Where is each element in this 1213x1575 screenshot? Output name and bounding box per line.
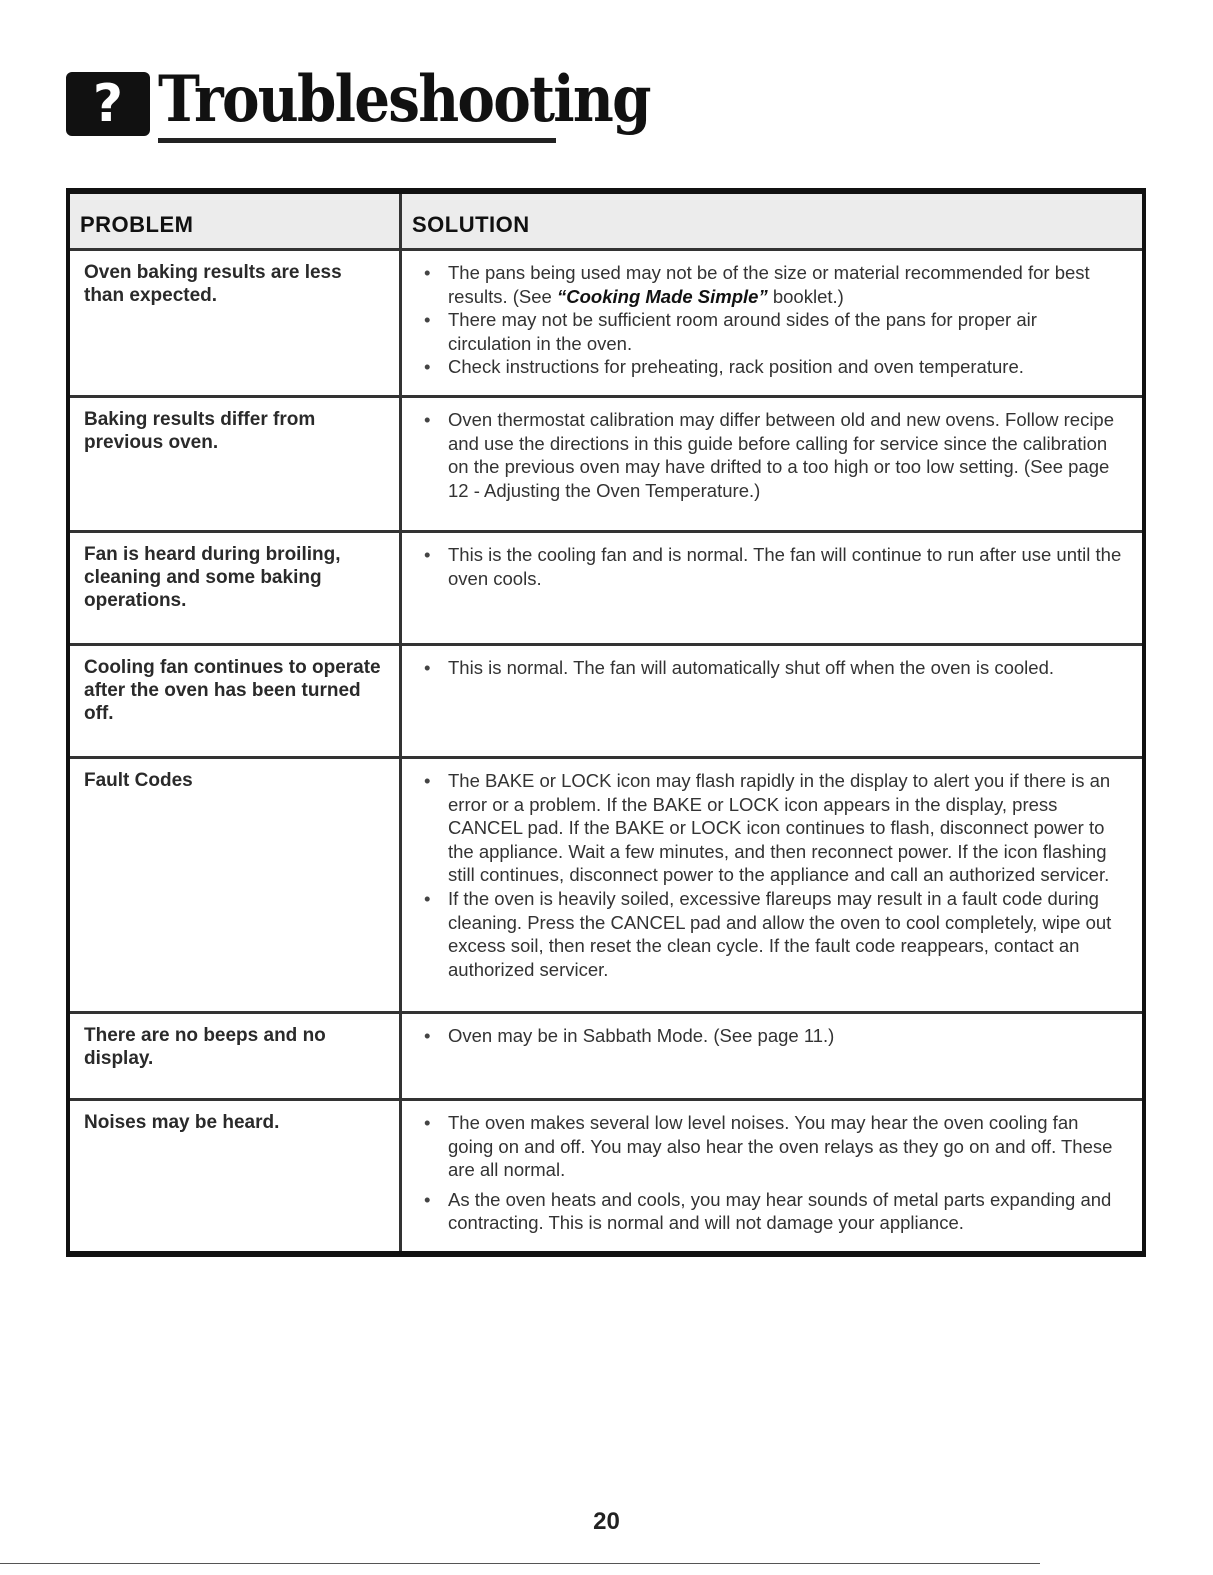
- table-header-row: [70, 194, 1142, 251]
- solution-cell: [402, 759, 1142, 1011]
- solution-item: • The pans being used may not be of the size or material recommended for best results. (See “Cooking Made Simple” booklet.): [424, 262, 1090, 307]
- booklet-title: “Cooking Made Simple”: [557, 285, 768, 307]
- question-mark-icon: [66, 72, 150, 136]
- table-row: [70, 251, 1142, 398]
- solution-cell: [402, 1014, 1142, 1098]
- bullet-icon: •: [424, 657, 431, 678]
- solution-cell: [402, 398, 1142, 530]
- problem-cell: There are no beeps and no display.: [70, 1014, 402, 1098]
- troubleshooting-table: [66, 188, 1146, 1257]
- bullet-icon: •: [424, 1112, 431, 1133]
- solution-column-header: SOLUTION: [412, 212, 530, 237]
- problem-column-header: PROBLEM: [70, 194, 402, 248]
- solution-item: • Oven may be in Sabbath Mode. (See page 11.): [424, 1025, 835, 1046]
- table-row: [70, 533, 1142, 646]
- solution-item: • This is normal. The fan will automatically shut off when the oven is cooled.: [424, 657, 1055, 678]
- table-row: [70, 398, 1142, 533]
- table-row: [70, 646, 1142, 759]
- solution-cell: [402, 1101, 1142, 1251]
- bullet-icon: •: [424, 887, 431, 909]
- problem-cell: Fault Codes: [70, 759, 402, 1011]
- problem-cell: Cooling fan continues to operate after the oven has been turned off.: [70, 646, 402, 756]
- page-number: 20: [593, 1508, 620, 1535]
- solution-cell: [402, 646, 1142, 756]
- problem-cell: Fan is heard during broiling, cleaning and some baking operations.: [70, 533, 402, 643]
- bottom-rule: [0, 1563, 1040, 1564]
- question-mark-glyph: ?: [92, 74, 124, 134]
- bullet-icon: •: [424, 1025, 431, 1046]
- solution-item: • The BAKE or LOCK icon may flash rapidly in the display to alert you if there is an error or a problem. If the BAKE or LOCK icon appears in the display, press CANCEL pad. If the BAKE or LOCK icon continues to flash, disconnect power to the appliance. Wait a few minutes, and then reconnect power. If the icon flashing still continues, disconnect power to the appliance and call an authorized servicer.: [424, 770, 1111, 886]
- solution-item: • There may not be sufficient room around sides of the pans for proper air circulation in the oven.: [424, 309, 1037, 354]
- solution-item: • Check instructions for preheating, rack position and oven temperature.: [424, 356, 1024, 378]
- bullet-icon: •: [424, 409, 431, 430]
- problem-cell: Noises may be heard.: [70, 1101, 402, 1251]
- bullet-icon: •: [424, 1188, 431, 1210]
- page-header: [66, 58, 650, 148]
- table-row: [70, 1101, 1142, 1251]
- table-row: [70, 1014, 1142, 1101]
- solution-item: • As the oven heats and cools, you may hear sounds of metal parts expanding and contracting. This is normal and will not damage your appliance.: [424, 1188, 1112, 1234]
- solution-item: • Oven thermostat calibration may differ between old and new ovens. Follow recipe and use the directions in this guide before calling for service since the calibration on the previous oven may have drifted to a too high or too low setting. (See page 12 - Adjusting the Oven Temperature.): [424, 409, 1115, 501]
- page-title: Troubleshooting: [158, 62, 650, 137]
- solution-item: • This is the cooling fan and is normal. The fan will continue to run after use until the oven cools.: [424, 544, 1122, 589]
- bullet-icon: •: [424, 262, 431, 283]
- title-underline: [158, 138, 556, 143]
- solution-cell: [402, 533, 1142, 643]
- bullet-icon: •: [424, 770, 431, 791]
- bullet-icon: •: [424, 309, 431, 331]
- bullet-icon: •: [424, 544, 431, 565]
- table-row: [70, 759, 1142, 1014]
- solution-item: • If the oven is heavily soiled, excessive flareups may result in a fault code during cleaning. Press the CANCEL pad and allow the oven to cool completely, wipe out excess soil, then reset the clean cycle. If the fault code reappears, contact an authorized servicer.: [424, 887, 1112, 980]
- problem-cell: Baking results differ from previous oven.: [70, 398, 402, 530]
- solution-cell: [402, 251, 1142, 395]
- bullet-icon: •: [424, 356, 431, 378]
- solution-item: • The oven makes several low level noises. You may hear the oven cooling fan going on and off. You may also hear the oven relays as they go on and off. These are all normal.: [424, 1112, 1113, 1181]
- problem-cell: Oven baking results are less than expected.: [70, 251, 402, 395]
